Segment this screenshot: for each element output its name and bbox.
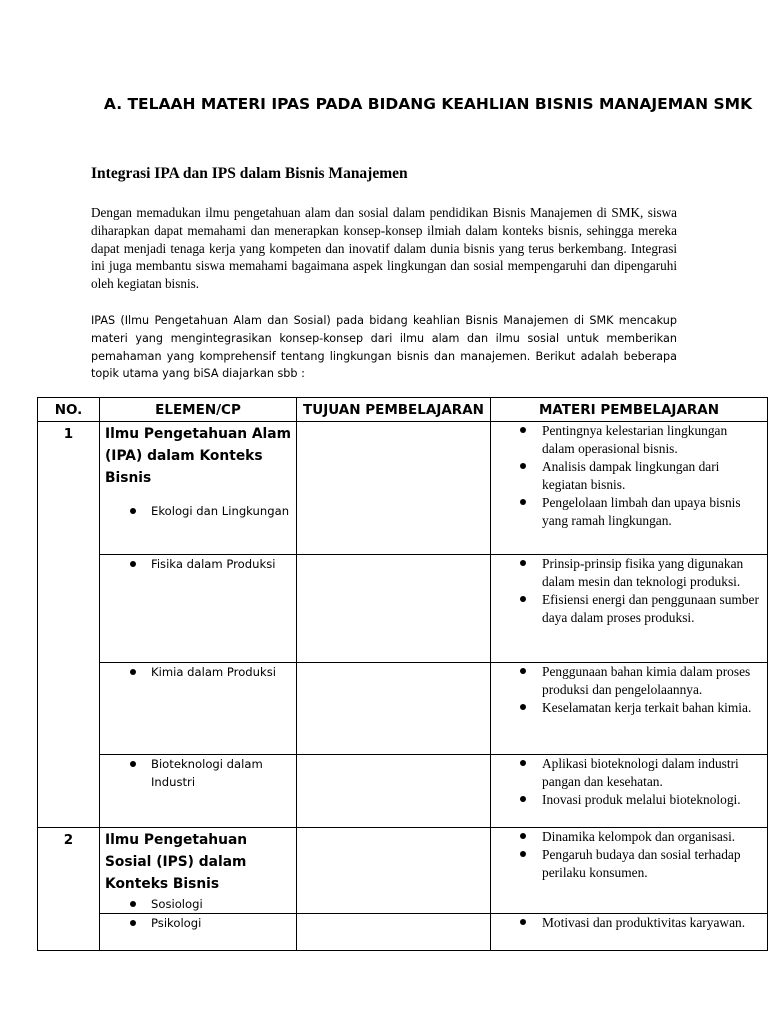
- ipas-paragraph: IPAS (Ilmu Pengetahuan Alam dan Sosial) pada bidang keahlian Bisnis Manajemen di SMK mencakup materi yang mengintegrasikan konsep-konsep dari ilmu alam dan ilmu sosial untuk memberikan pemahaman yang komprehensif tentang lingkungan bisnis dan manajemen. Berikut adalah beberapa topik utama yang biSA diajarkan sbb :: [91, 314, 677, 381]
- header-no: NO.: [38, 398, 100, 422]
- tujuan-cell: [297, 422, 491, 555]
- bullet-icon: [520, 760, 526, 766]
- tujuan-cell: [297, 914, 491, 951]
- element-item: Fisika dalam Produksi: [100, 555, 296, 573]
- group-title: Ilmu Pengetahuan Alam (IPA) dalam Konteks Bisnis: [105, 426, 291, 486]
- table-row: [38, 828, 768, 914]
- element-cell: [100, 914, 297, 951]
- tujuan-cell: [297, 663, 491, 755]
- table-header-row: [38, 398, 768, 422]
- bullet-icon: [520, 919, 526, 925]
- materi-cell: [491, 422, 768, 555]
- element-cell: [100, 422, 297, 555]
- materi-item: Pentingnya kelestarian lingkungan dalam operasional bisnis.: [491, 422, 767, 458]
- materi-cell: [491, 828, 768, 914]
- materi-item: Pengelolaan limbah dan upaya bisnis yang ramah lingkungan.: [491, 494, 767, 530]
- bullet-icon: [130, 669, 136, 675]
- element-item: Kimia dalam Produksi: [100, 663, 296, 681]
- tujuan-cell: [297, 755, 491, 828]
- materi-item: Aplikasi bioteknologi dalam industri pangan dan kesehatan.: [491, 755, 767, 791]
- bullet-icon: [520, 796, 526, 802]
- bullet-icon: [520, 499, 526, 505]
- curriculum-table: [37, 397, 768, 951]
- bullet-icon: [130, 761, 136, 767]
- bullet-icon: [520, 704, 526, 710]
- tujuan-cell: [297, 828, 491, 914]
- materi-item: Efisiensi energi dan penggunaan sumber daya dalam proses produksi.: [491, 591, 767, 627]
- element-cell: [100, 663, 297, 755]
- group-number: 1: [38, 422, 100, 828]
- materi-cell: [491, 755, 768, 828]
- element-cell: [100, 755, 297, 828]
- materi-cell: [491, 663, 768, 755]
- bullet-icon: [520, 596, 526, 602]
- header-tujuan: TUJUAN PEMBELAJARAN: [297, 398, 491, 422]
- table-row: [38, 663, 768, 755]
- bullet-icon: [130, 901, 136, 907]
- header-elemen: ELEMEN/CP: [100, 398, 297, 422]
- bullet-icon: [130, 561, 136, 567]
- materi-cell: [491, 555, 768, 663]
- element-cell: [100, 555, 297, 663]
- materi-item: Pengaruh budaya dan sosial terhadap perilaku konsumen.: [491, 846, 767, 882]
- bullet-icon: [520, 668, 526, 674]
- document-title: A. TELAAH MATERI IPAS PADA BIDANG KEAHLIAN BISNIS MANAJEMAN SMK: [103, 95, 753, 113]
- group-title: Ilmu Pengetahuan Sosial (IPS) dalam Konteks Bisnis: [105, 832, 248, 892]
- materi-item: Prinsip-prinsip fisika yang digunakan dalam mesin dan teknologi produksi.: [491, 555, 767, 591]
- materi-item: Keselamatan kerja terkait bahan kimia.: [491, 699, 767, 717]
- header-materi: MATERI PEMBELAJARAN: [491, 398, 768, 422]
- materi-item: Inovasi produk melalui bioteknologi.: [491, 791, 767, 809]
- intro-paragraph: Dengan memadukan ilmu pengetahuan alam dan sosial dalam pendidikan Bisnis Manajemen di SMK, siswa diharapkan dapat memahami dan menerapkan konsep-konsep ilmiah dalam konteks bisnis, sehingga mereka dapat menjadi tenaga kerja yang kompeten dan inovatif dalam dunia bisnis yang terus berkembang. Integrasi ini juga membantu siswa memahami bagaimana aspek lingkungan dan sosial mempengaruhi dan dipengaruhi oleh kegiatan bisnis.: [91, 205, 677, 292]
- table-row: [38, 914, 768, 951]
- materi-cell: [491, 914, 768, 951]
- materi-item: Dinamika kelompok dan organisasi.: [491, 828, 767, 846]
- tujuan-cell: [297, 555, 491, 663]
- bullet-icon: [130, 508, 136, 514]
- element-item: Ekologi dan Lingkungan: [100, 502, 296, 520]
- table-row: [38, 555, 768, 663]
- bullet-icon: [520, 560, 526, 566]
- materi-item: Motivasi dan produktivitas karyawan.: [491, 914, 767, 932]
- materi-item: Penggunaan bahan kimia dalam proses produksi dan pengelolaannya.: [491, 663, 767, 699]
- bullet-icon: [130, 920, 136, 926]
- bullet-icon: [520, 833, 526, 839]
- element-item: Sosiologi: [100, 895, 296, 913]
- group-number: 2: [38, 828, 100, 951]
- element-item: Bioteknologi dalam Industri: [100, 755, 296, 791]
- table-row: [38, 755, 768, 828]
- element-item: Psikologi: [100, 914, 296, 932]
- bullet-icon: [520, 427, 526, 433]
- bullet-icon: [520, 463, 526, 469]
- table-row: [38, 422, 768, 555]
- materi-item: Analisis dampak lingkungan dari kegiatan bisnis.: [491, 458, 767, 494]
- bullet-icon: [520, 851, 526, 857]
- element-cell: [100, 828, 297, 914]
- section-subtitle: Integrasi IPA dan IPS dalam Bisnis Manajemen: [91, 165, 408, 182]
